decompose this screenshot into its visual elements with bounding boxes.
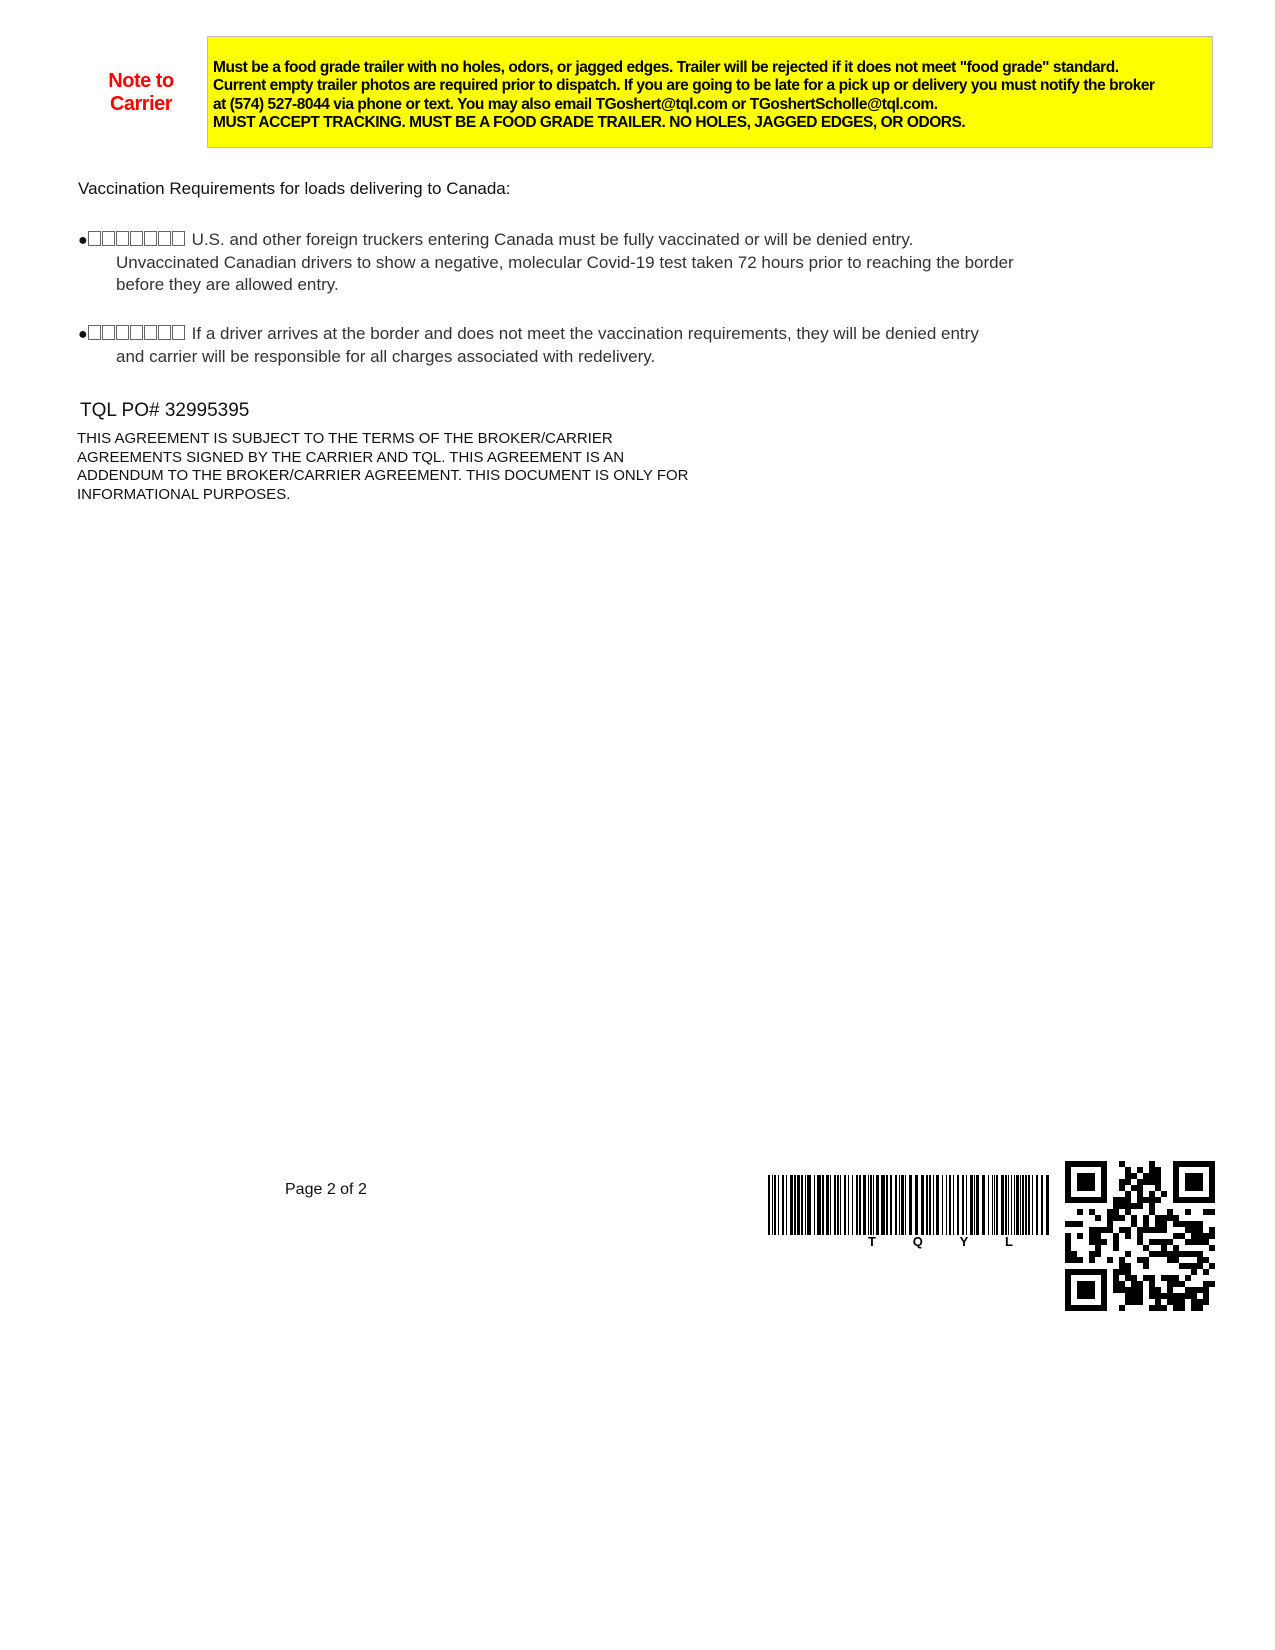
bullet-dot-icon: ●: [78, 326, 88, 343]
carrier-note-box: [207, 36, 1213, 148]
note-to-carrier-label: [96, 70, 186, 116]
barcode-text: [868, 1234, 1013, 1249]
note-line: MUST ACCEPT TRACKING. MUST BE A FOOD GRADE TRAILER. NO HOLES, JAGGED EDGES, OR ODORS.: [213, 114, 966, 132]
note-label-line1: Note to: [108, 70, 174, 92]
vaccination-bullet-1: [78, 229, 1078, 296]
note-label-line2: Carrier: [109, 93, 173, 115]
bullet-1-continuation: Unvaccinated Canadian drivers to show a negative, molecular Covid-19 test taken 72 hours prior to reaching the border before they are allowed entry.: [116, 253, 1014, 294]
agreement-line: AGREEMENTS SIGNED BY THE CARRIER AND TQL. THIS AGREEMENT IS AN: [77, 448, 625, 466]
agreement-line: ADDENDUM TO THE BROKER/CARRIER AGREEMENT. THIS DOCUMENT IS ONLY FOR: [77, 467, 689, 485]
note-line: Must be a food grade trailer with no holes, odors, or jagged edges. Trailer will be rejected if it does not meet "food grade" standard.: [213, 59, 1119, 76]
placeholder-boxes-icon: [88, 230, 186, 252]
barcode-char: Q: [912, 1234, 923, 1249]
agreement-line: THIS AGREEMENT IS SUBJECT TO THE TERMS OF THE BROKER/CARRIER: [77, 430, 613, 447]
barcode-icon: [768, 1175, 1051, 1235]
note-line: at (574) 527-8044 via phone or text. You may also email TGoshert@tql.com or TGoshertScholle@tql.com.: [213, 95, 938, 113]
page-number: Page 2 of 2: [285, 1181, 367, 1198]
bullet-2-continuation: and carrier will be responsible for all charges associated with redelivery.: [116, 347, 656, 366]
placeholder-boxes-icon: [88, 324, 186, 346]
vaccination-heading: Vaccination Requirements for loads delivering to Canada:: [78, 179, 511, 198]
barcode-char: L: [1005, 1234, 1013, 1249]
barcode-char: Y: [959, 1234, 969, 1249]
barcode-char: T: [868, 1234, 876, 1249]
qr-code-icon: [1065, 1161, 1215, 1311]
bullet-2-first-line: If a driver arrives at the border and does not meet the vaccination requirements, they will be denied entry: [191, 324, 979, 343]
agreement-line: INFORMATIONAL PURPOSES.: [77, 485, 291, 503]
note-line: Current empty trailer photos are required prior to dispatch. If you are going to be late for a pick up or delivery you must notify the broker: [213, 77, 1155, 95]
bullet-1-first-line: U.S. and other foreign truckers entering Canada must be fully vaccinated or will be denied entry.: [191, 230, 914, 249]
agreement-text: [77, 430, 777, 504]
vaccination-bullet-2: [78, 323, 1078, 368]
bullet-dot-icon: ●: [78, 232, 88, 249]
tql-po-number: TQL PO# 32995395: [80, 400, 250, 421]
